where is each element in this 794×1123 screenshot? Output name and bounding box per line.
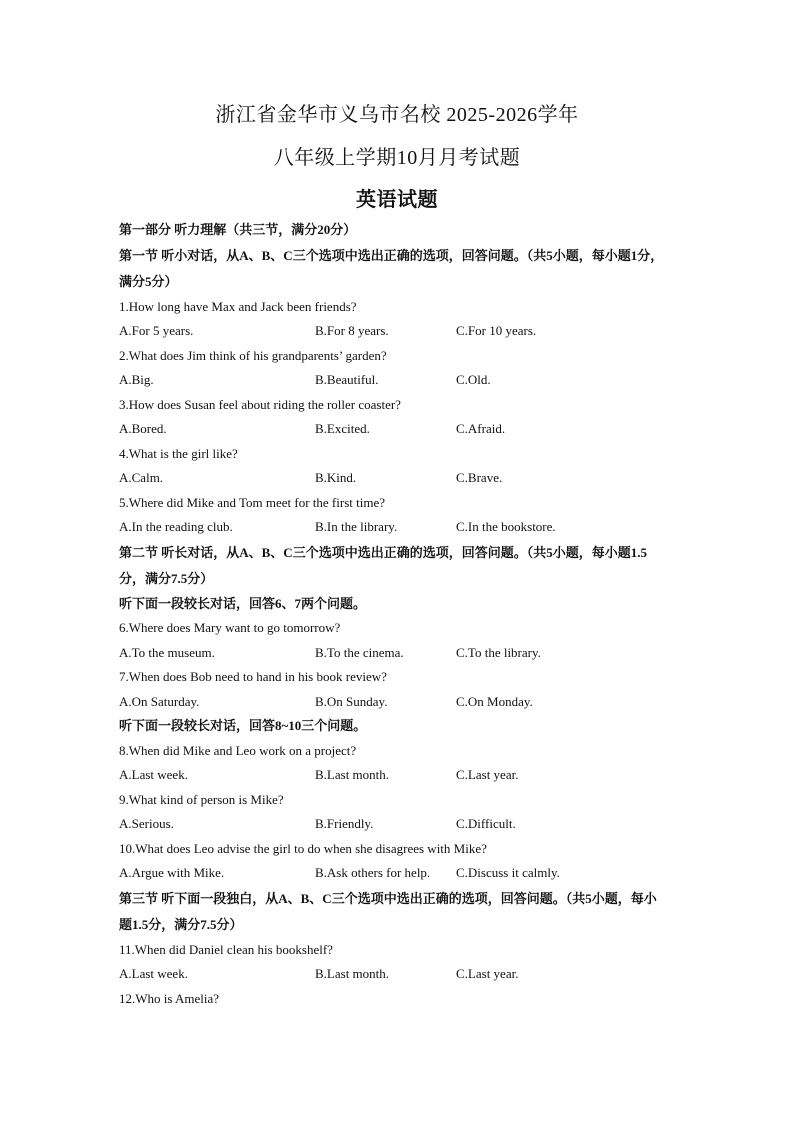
question-text: 12.Who is Amelia? xyxy=(119,990,220,1006)
question-block xyxy=(119,739,667,788)
option-c: C.For 10 years. xyxy=(456,323,537,338)
option-b: B.Beautiful. xyxy=(315,372,379,387)
question-block xyxy=(119,344,667,393)
question-block xyxy=(119,295,667,344)
section2-heading: 第二节 听长对话，从A、B、C三个选项中选出正确的选项，回答问题。（共5小题，每小题1.5分，满分7.5分） xyxy=(119,544,647,586)
options-row xyxy=(119,368,667,393)
option-a: A.For 5 years. xyxy=(119,323,194,338)
subject-title: 英语试题 xyxy=(356,189,438,211)
options-row xyxy=(119,466,667,491)
option-a: A.Calm. xyxy=(119,470,164,485)
question-block xyxy=(119,442,667,491)
option-b: B.Excited. xyxy=(315,421,370,436)
option-c: C.Old. xyxy=(456,372,491,387)
option-b: B.Friendly. xyxy=(315,816,374,831)
options-row xyxy=(119,763,667,788)
question-block xyxy=(119,393,667,442)
question-block xyxy=(119,665,667,714)
question-text: 6.Where does Mary want to go tomorrow? xyxy=(119,620,341,635)
option-b: B.Kind. xyxy=(315,470,357,485)
section1-heading: 第一节 听小对话，从A、B、C三个选项中选出正确的选项，回答问题。（共5小题，每小题1分，满分5分） xyxy=(119,247,664,289)
subsection-instruction: 听下面一段较长对话，回答8~10三个问题。 xyxy=(119,718,367,733)
subsection-instruction: 听下面一段较长对话，回答6、7两个问题。 xyxy=(119,595,367,611)
options-row xyxy=(119,515,667,540)
question-text: 4.What is the girl like? xyxy=(119,445,238,461)
question-block xyxy=(119,491,667,540)
options-row xyxy=(119,690,667,715)
option-b: B.Last month. xyxy=(315,966,390,981)
option-c: C.On Monday. xyxy=(456,693,533,709)
option-c: C.Afraid. xyxy=(456,421,506,436)
options-row xyxy=(119,641,667,666)
options-row xyxy=(119,319,667,344)
option-c: C.Brave. xyxy=(456,470,503,485)
option-c: C.Discuss it calmly. xyxy=(456,865,560,880)
option-c: C.In the bookstore. xyxy=(456,519,556,534)
section3-heading: 第三节 听下面一段独白，从A、B、C三个选项中选出正确的选项，回答问题。（共5小题，每小题1.5分，满分7.5分） xyxy=(119,890,657,932)
question-text: 7.When does Bob need to hand in his book review? xyxy=(119,669,387,684)
option-a: A.Last week. xyxy=(119,767,188,782)
options-row xyxy=(119,861,667,886)
question-text: 8.When did Mike and Leo work on a project? xyxy=(119,742,357,758)
question-text: 5.Where did Mike and Tom meet for the first time? xyxy=(119,494,385,510)
option-a: A.Big. xyxy=(119,372,154,387)
options-row xyxy=(119,417,667,442)
option-c: C.To the library. xyxy=(456,644,541,660)
part-heading: 第一部分 听力理解（共三节，满分20分） xyxy=(119,222,357,237)
option-b: B.For 8 years. xyxy=(315,323,389,338)
question-block xyxy=(119,788,667,837)
option-b: B.In the library. xyxy=(315,519,398,534)
question-text: 9.What kind of person is Mike? xyxy=(119,791,284,807)
option-a: A.In the reading club. xyxy=(119,519,233,534)
question-block xyxy=(119,938,667,987)
exam-title-line1: 浙江省金华市义乌市名校 2025-2026学年 xyxy=(215,104,579,126)
option-b: B.Last month. xyxy=(315,767,390,782)
exam-content xyxy=(119,218,667,1011)
question-block xyxy=(119,616,667,665)
option-a: A.On Saturday. xyxy=(119,693,200,709)
option-c: C.Last year. xyxy=(456,767,519,782)
question-text: 1.How long have Max and Jack been friends? xyxy=(119,298,357,314)
question-block xyxy=(119,837,667,886)
option-b: B.On Sunday. xyxy=(315,693,388,709)
option-a: A.To the museum. xyxy=(119,644,215,660)
option-a: A.Bored. xyxy=(119,421,167,436)
option-a: A.Serious. xyxy=(119,816,174,831)
option-c: C.Last year. xyxy=(456,966,519,981)
options-row xyxy=(119,812,667,837)
options-row xyxy=(119,962,667,987)
question-text: 10.What does Leo advise the girl to do when she disagrees with Mike? xyxy=(119,840,487,856)
option-b: B.Ask others for help. xyxy=(315,865,431,880)
question-text: 11.When did Daniel clean his bookshelf? xyxy=(119,941,333,957)
option-a: A.Argue with Mike. xyxy=(119,865,225,880)
question-text: 2.What does Jim think of his grandparents’ garden? xyxy=(119,347,387,363)
option-c: C.Difficult. xyxy=(456,816,516,831)
exam-title-line2: 八年级上学期10月月考试题 xyxy=(273,147,521,169)
question-text: 3.How does Susan feel about riding the roller coaster? xyxy=(119,396,401,412)
option-b: B.To the cinema. xyxy=(315,644,404,660)
option-a: A.Last week. xyxy=(119,966,188,981)
